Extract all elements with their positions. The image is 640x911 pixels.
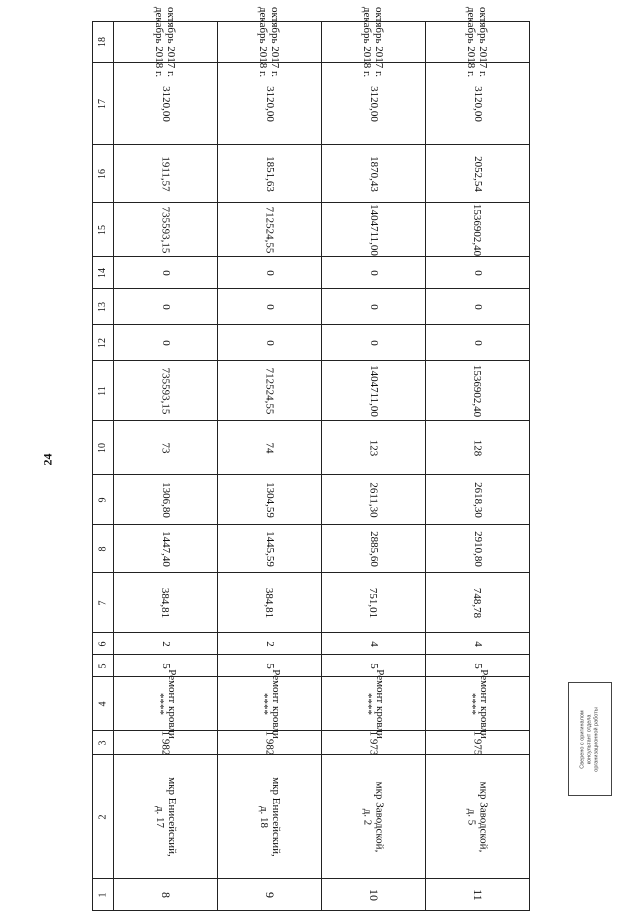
table-cell bbox=[425, 289, 529, 324]
cell-c11: 1536902,40 bbox=[471, 364, 484, 417]
cell-c8: 1445,59 bbox=[263, 530, 276, 567]
table-cell bbox=[217, 668, 321, 739]
column-number-cell bbox=[93, 325, 113, 360]
cell-c12: 0 bbox=[367, 339, 380, 346]
cell-address: мкр Енисейский, д. 17 bbox=[153, 776, 178, 857]
cell-address: мкр Заводской, д. 2 bbox=[361, 781, 386, 852]
table-cell bbox=[217, 63, 321, 144]
column-number-cell bbox=[93, 63, 113, 144]
table-cell bbox=[321, 731, 425, 754]
cell-c12: 0 bbox=[263, 339, 276, 346]
cell-c13: 0 bbox=[263, 303, 276, 310]
column-number: 12 bbox=[97, 337, 108, 348]
column-number: 5 bbox=[97, 663, 108, 668]
table-row bbox=[93, 524, 529, 572]
cell-work: Ремонт кровли **** bbox=[257, 668, 282, 739]
cell-c9: 2618,30 bbox=[471, 481, 484, 518]
table-cell bbox=[113, 145, 217, 202]
table-cell bbox=[425, 573, 529, 632]
cell-address: мкр Енисейский, д. 18 bbox=[257, 776, 282, 857]
table-cell bbox=[321, 63, 425, 144]
cell-num: 9 bbox=[262, 891, 277, 898]
cell-c9: 2611,30 bbox=[367, 481, 380, 518]
cell-num: 11 bbox=[470, 888, 485, 901]
cell-c9: 1304,59 bbox=[263, 481, 276, 518]
cell-c10: 123 bbox=[367, 439, 380, 456]
column-number: 14 bbox=[97, 267, 108, 278]
data-table bbox=[92, 6, 530, 911]
table-cell bbox=[321, 755, 425, 878]
table-row bbox=[93, 144, 529, 202]
table-row bbox=[93, 288, 529, 324]
table-cell bbox=[217, 6, 321, 78]
table-cell bbox=[425, 633, 529, 654]
table-row bbox=[93, 572, 529, 632]
table-cell bbox=[113, 361, 217, 420]
table-cell bbox=[425, 879, 529, 910]
column-number-cell bbox=[93, 731, 113, 754]
table-cell bbox=[321, 361, 425, 420]
cell-c11: 1404711,00 bbox=[367, 364, 380, 417]
table-cell bbox=[425, 668, 529, 739]
cell-c6: 4 bbox=[367, 640, 380, 647]
cell-c12: 0 bbox=[159, 339, 172, 346]
table-row bbox=[93, 632, 529, 654]
cell-year: 1 975 bbox=[471, 730, 484, 755]
column-number-cell bbox=[93, 879, 113, 910]
cell-c14: 0 bbox=[263, 269, 276, 276]
column-number-cell bbox=[93, 421, 113, 474]
table-cell bbox=[321, 879, 425, 910]
column-number: 8 bbox=[97, 546, 108, 551]
table-cell bbox=[425, 257, 529, 288]
cell-work: Ремонт кровли **** bbox=[361, 668, 386, 739]
cell-c8: 2885,60 bbox=[367, 530, 380, 567]
column-number: 2 bbox=[97, 814, 108, 819]
table-cell bbox=[113, 475, 217, 524]
table-cell bbox=[113, 63, 217, 144]
table-cell bbox=[425, 203, 529, 256]
column-number-cell bbox=[93, 633, 113, 654]
table-row bbox=[93, 754, 529, 878]
column-number-cell bbox=[93, 755, 113, 878]
table-cell bbox=[321, 668, 425, 739]
cell-c17: 3120,00 bbox=[159, 85, 172, 122]
table-row bbox=[93, 420, 529, 474]
cell-c16: 1911,57 bbox=[159, 155, 172, 192]
cell-year: 1 982 bbox=[159, 730, 172, 755]
cell-address: мкр Заводской, д. 5 bbox=[465, 781, 490, 852]
cell-work: Ремонт кровли **** bbox=[153, 668, 178, 739]
column-number-cell bbox=[93, 573, 113, 632]
table-cell bbox=[217, 573, 321, 632]
table-cell bbox=[321, 257, 425, 288]
cell-c17: 3120,00 bbox=[471, 85, 484, 122]
cell-c11: 735593,15 bbox=[159, 367, 172, 414]
cell-c13: 0 bbox=[159, 303, 172, 310]
table-row bbox=[93, 324, 529, 360]
cell-c9: 1306,80 bbox=[159, 481, 172, 518]
certification-stamp bbox=[568, 682, 612, 796]
table-row bbox=[93, 62, 529, 144]
column-number-cell bbox=[93, 289, 113, 324]
column-number: 1 bbox=[97, 892, 108, 897]
cell-c11: 712524,55 bbox=[263, 367, 276, 414]
table-cell bbox=[113, 289, 217, 324]
cell-c15: 735593,15 bbox=[159, 206, 172, 253]
column-number: 11 bbox=[96, 385, 108, 396]
cell-c16: 2052,54 bbox=[471, 155, 484, 192]
table-cell bbox=[217, 755, 321, 878]
column-number: 15 bbox=[97, 224, 108, 235]
column-number: 7 bbox=[97, 600, 108, 605]
column-number: 10 bbox=[97, 442, 108, 453]
table-cell bbox=[425, 755, 529, 878]
column-number-cell bbox=[93, 145, 113, 202]
cell-c7: 748,78 bbox=[471, 587, 484, 618]
column-number: 6 bbox=[97, 641, 108, 646]
page-number: 24 bbox=[40, 453, 55, 466]
table-cell bbox=[217, 361, 321, 420]
cell-c17: 3120,00 bbox=[263, 85, 276, 122]
column-number: 17 bbox=[97, 98, 108, 109]
table-cell bbox=[425, 731, 529, 754]
table-cell bbox=[425, 475, 529, 524]
cell-c13: 0 bbox=[471, 303, 484, 310]
table-cell bbox=[217, 731, 321, 754]
cell-c15: 712524,55 bbox=[263, 206, 276, 253]
cell-c14: 0 bbox=[159, 269, 172, 276]
cell-c5: 5 bbox=[471, 662, 484, 669]
table-cell bbox=[113, 755, 217, 878]
table-cell bbox=[113, 633, 217, 654]
cell-num: 8 bbox=[158, 891, 173, 898]
table-cell bbox=[321, 573, 425, 632]
table-row bbox=[93, 730, 529, 754]
column-number: 18 bbox=[97, 37, 108, 47]
cell-c5: 5 bbox=[159, 662, 172, 669]
cell-c6: 2 bbox=[159, 640, 172, 647]
cell-c7: 384,81 bbox=[263, 587, 276, 618]
table-row bbox=[93, 668, 529, 739]
table-cell bbox=[425, 525, 529, 572]
cell-c5: 5 bbox=[367, 662, 380, 669]
table-cell bbox=[321, 421, 425, 474]
cell-c7: 751,01 bbox=[367, 587, 380, 618]
table-cell bbox=[321, 289, 425, 324]
cell-c10: 73 bbox=[159, 442, 172, 453]
table-cell bbox=[113, 203, 217, 256]
column-number: 16 bbox=[97, 168, 108, 179]
table-cell bbox=[321, 6, 425, 78]
table-cell bbox=[321, 475, 425, 524]
table-cell bbox=[321, 633, 425, 654]
cell-c14: 0 bbox=[471, 269, 484, 276]
stamp-text: Сверено с оригиналом консультант отдела организационной работы bbox=[579, 706, 600, 772]
column-number-cell bbox=[93, 22, 113, 62]
table-cell bbox=[425, 145, 529, 202]
table-cell bbox=[113, 525, 217, 572]
column-number-cell bbox=[93, 361, 113, 420]
table-cell bbox=[217, 257, 321, 288]
table-cell bbox=[113, 421, 217, 474]
table-cell bbox=[113, 879, 217, 910]
column-number-cell bbox=[93, 525, 113, 572]
cell-c17: 3120,00 bbox=[367, 85, 380, 122]
cell-c13: 0 bbox=[367, 303, 380, 310]
table-cell bbox=[217, 203, 321, 256]
cell-c15: 1404711,00 bbox=[367, 203, 380, 256]
cell-num: 10 bbox=[366, 888, 381, 901]
table-cell bbox=[217, 525, 321, 572]
table-cell bbox=[217, 879, 321, 910]
cell-c7: 384,81 bbox=[159, 587, 172, 618]
table-cell bbox=[217, 421, 321, 474]
table-row bbox=[93, 6, 529, 78]
table-cell bbox=[321, 203, 425, 256]
table-cell bbox=[217, 325, 321, 360]
cell-c10: 128 bbox=[471, 439, 484, 456]
cell-c15: 1536902,40 bbox=[471, 203, 484, 256]
table-cell bbox=[321, 325, 425, 360]
column-number: 3 bbox=[97, 740, 108, 745]
column-number-cell bbox=[93, 677, 113, 730]
table-cell bbox=[113, 573, 217, 632]
cell-c12: 0 bbox=[471, 339, 484, 346]
column-number: 9 bbox=[97, 497, 108, 502]
table-row bbox=[93, 474, 529, 524]
table-cell bbox=[113, 325, 217, 360]
cell-c18: октябрь 2017 г. декабрь 2018 г. bbox=[153, 6, 178, 78]
table-cell bbox=[425, 325, 529, 360]
table-row bbox=[93, 360, 529, 420]
table-cell bbox=[113, 6, 217, 78]
cell-work: Ремонт кровли **** bbox=[465, 668, 490, 739]
table-cell bbox=[425, 63, 529, 144]
table-cell bbox=[113, 668, 217, 739]
column-number: 4 bbox=[97, 701, 108, 706]
cell-c16: 1851,63 bbox=[263, 155, 276, 192]
table-cell bbox=[113, 257, 217, 288]
table-cell bbox=[321, 145, 425, 202]
table-cell bbox=[217, 475, 321, 524]
table-cell bbox=[425, 361, 529, 420]
table-cell bbox=[217, 289, 321, 324]
column-number-cell bbox=[93, 257, 113, 288]
column-number-cell bbox=[93, 655, 113, 676]
cell-year: 1 973 bbox=[367, 730, 380, 755]
table-cell bbox=[217, 145, 321, 202]
table-cell bbox=[217, 633, 321, 654]
cell-c18: октябрь 2017 г. декабрь 2018 г. bbox=[257, 6, 282, 78]
cell-year: 1 982 bbox=[263, 730, 276, 755]
cell-c10: 74 bbox=[263, 442, 276, 453]
table-row bbox=[93, 878, 529, 910]
column-number: 13 bbox=[97, 301, 108, 312]
table-row bbox=[93, 256, 529, 288]
cell-c18: октябрь 2017 г. декабрь 2018 г. bbox=[465, 6, 490, 78]
cell-c8: 1447,40 bbox=[159, 530, 172, 567]
table-cell bbox=[425, 6, 529, 78]
table-row bbox=[93, 202, 529, 256]
cell-c16: 1870,43 bbox=[367, 155, 380, 192]
cell-c18: октябрь 2017 г. декабрь 2018 г. bbox=[361, 6, 386, 78]
cell-c6: 4 bbox=[471, 640, 484, 647]
cell-c14: 0 bbox=[367, 269, 380, 276]
cell-c8: 2910,80 bbox=[471, 530, 484, 567]
cell-c6: 2 bbox=[263, 640, 276, 647]
table-cell bbox=[321, 525, 425, 572]
table-cell bbox=[425, 421, 529, 474]
cell-c5: 5 bbox=[263, 662, 276, 669]
table-cell bbox=[113, 731, 217, 754]
column-number-cell bbox=[93, 203, 113, 256]
column-number-cell bbox=[93, 475, 113, 524]
